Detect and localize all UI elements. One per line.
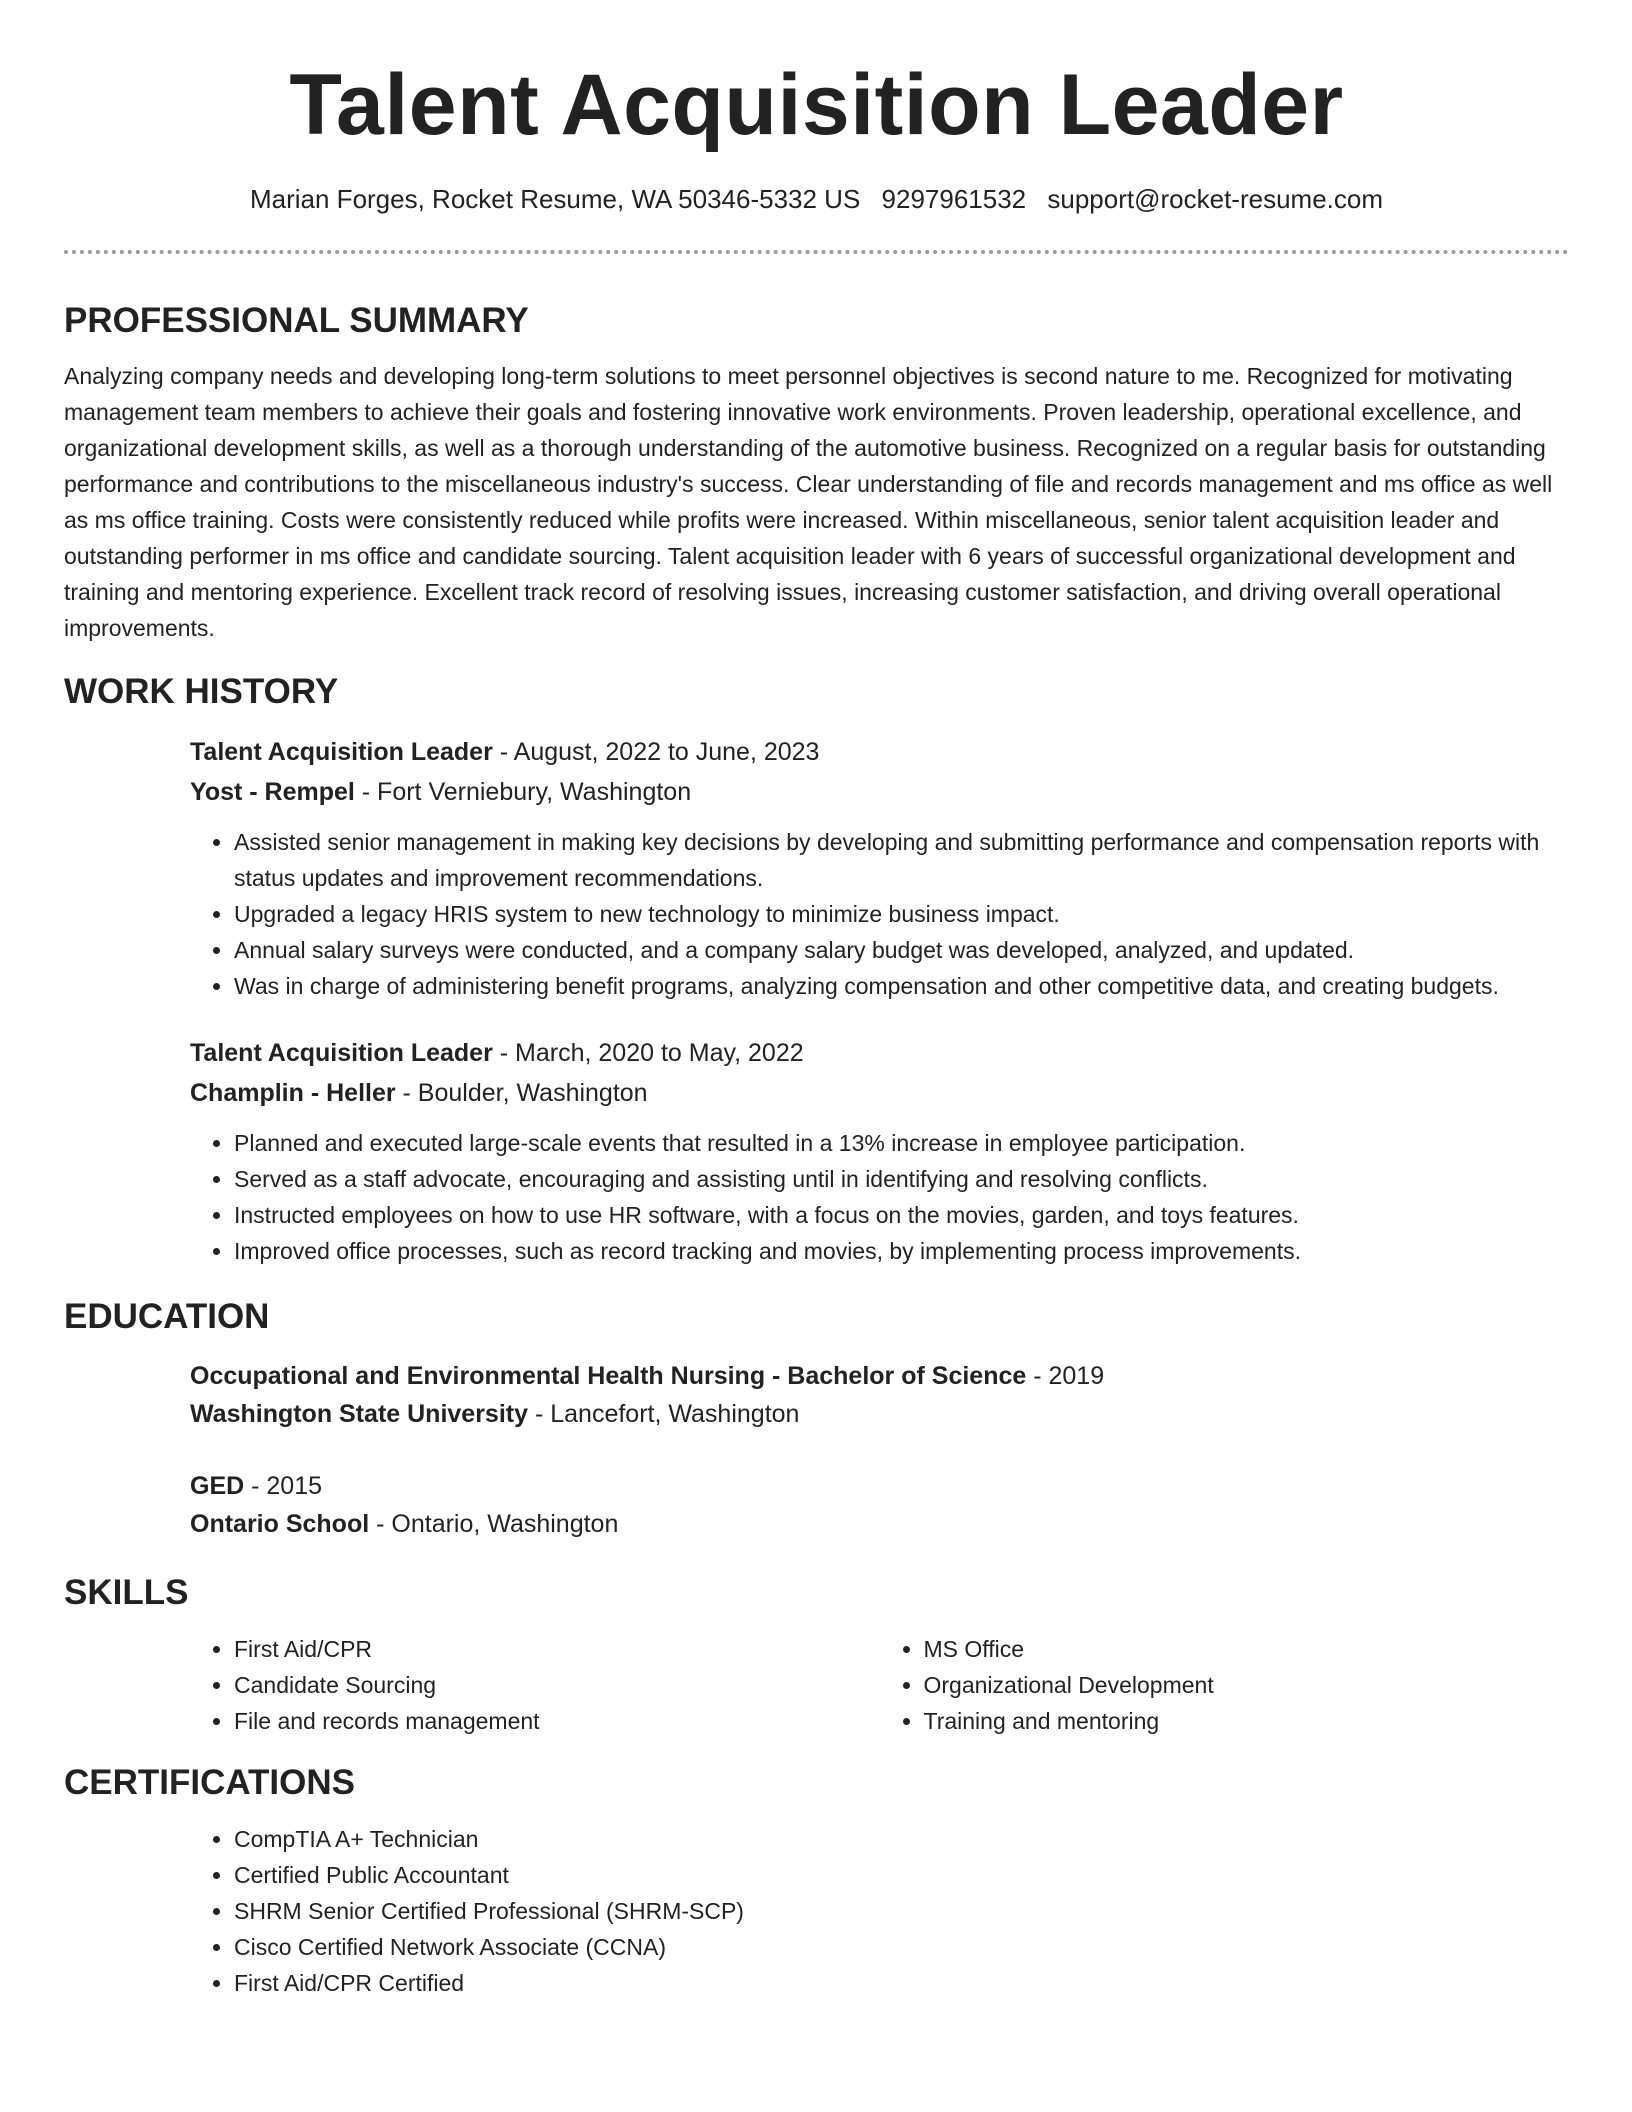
list-item: • MS Office [924, 1631, 1570, 1667]
skills-list-right [880, 1631, 1570, 1739]
contact-address: Marian Forges, Rocket Resume, WA 50346-5332 US [249, 184, 861, 214]
education-school: Washington State University [190, 1400, 529, 1428]
list-item: • Cisco Certified Network Associate (CCNA) [234, 1929, 1569, 1965]
job-location: - Fort Verniebury, Washington [354, 778, 692, 806]
job-company-line [190, 772, 1569, 812]
list-item: • Certified Public Accountant [234, 1857, 1569, 1893]
education-location: - Lancefort, Washington [528, 1400, 800, 1428]
certifications-block [190, 1821, 1569, 2001]
skills-list-left [190, 1631, 880, 1739]
job-title: Talent Acquisition Leader [190, 738, 493, 766]
list-item: • SHRM Senior Certified Professional (SHRM-SCP) [234, 1893, 1569, 1929]
job-bullets [190, 1125, 1569, 1269]
contact-email: support@rocket-resume.com [1047, 184, 1384, 214]
list-item: • First Aid/CPR Certified [234, 1965, 1569, 2001]
education-school-line [190, 1505, 1569, 1543]
list-item: • File and records management [234, 1703, 880, 1739]
education-entry-2 [190, 1467, 1569, 1543]
education-location: - Ontario, Washington [369, 1510, 619, 1538]
list-item: • Was in charge of administering benefit programs, analyzing compensation and other competitive data, and creating budgets. [234, 968, 1569, 1004]
list-item: • Assisted senior management in making key decisions by developing and submitting performance and compensation reports with status updates and improvement recommendations. [234, 824, 1569, 896]
education-degree-line [190, 1357, 1569, 1395]
education-year: - 2019 [1026, 1362, 1105, 1390]
list-item: • Improved office processes, such as record tracking and movies, by implementing process improvements. [234, 1233, 1569, 1269]
education-degree-line [190, 1467, 1569, 1505]
resume-page [64, 0, 1569, 2001]
list-item: • First Aid/CPR [234, 1631, 880, 1667]
job-dates: - March, 2020 to May, 2022 [492, 1039, 804, 1067]
list-item: • Candidate Sourcing [234, 1667, 880, 1703]
job-title: Talent Acquisition Leader [190, 1039, 493, 1067]
summary-heading: PROFESSIONAL SUMMARY [64, 301, 529, 340]
list-item: • Annual salary surveys were conducted, and a company salary budget was developed, analyzed, and updated. [234, 932, 1569, 968]
education-degree: Occupational and Environmental Health Nursing - Bachelor of Science [190, 1362, 1027, 1390]
work-history-heading: WORK HISTORY [64, 672, 339, 711]
education-heading: EDUCATION [64, 1297, 270, 1336]
list-item: • Instructed employees on how to use HR software, with a focus on the movies, garden, and toys features. [234, 1197, 1569, 1233]
education-school: Ontario School [190, 1510, 370, 1538]
job-entry-2 [190, 1033, 1569, 1269]
certifications-list [190, 1821, 1569, 2001]
list-item: • Upgraded a legacy HRIS system to new technology to minimize business impact. [234, 896, 1569, 932]
header-divider [64, 250, 1569, 254]
job-company: Yost - Rempel [190, 778, 355, 806]
list-item: • Organizational Development [924, 1667, 1570, 1703]
education-entry-1 [190, 1357, 1569, 1433]
contact-line [64, 182, 1569, 216]
contact-phone: 9297961532 [881, 184, 1027, 214]
education-degree: GED [190, 1472, 245, 1500]
job-location: - Boulder, Washington [395, 1079, 648, 1107]
education-school-line [190, 1395, 1569, 1433]
list-item: • Served as a staff advocate, encouraging and assisting until in identifying and resolving conflicts. [234, 1161, 1569, 1197]
list-item: • Training and mentoring [924, 1703, 1570, 1739]
resume-header [64, 0, 1569, 216]
list-item: • Planned and executed large-scale events that resulted in a 13% increase in employee participation. [234, 1125, 1569, 1161]
job-bullets [190, 824, 1569, 1004]
job-dates: - August, 2022 to June, 2023 [492, 738, 820, 766]
resume-title: Talent Acquisition Leader [289, 57, 1344, 153]
summary-text: Analyzing company needs and developing long-term solutions to meet personnel objectives is second nature to me. Recognized for motivating management team members to achieve their goals and fostering innovative work environments. Proven leadership, operational excellence, and organizational development skills, as well as a thorough understanding of the automotive business. Recognized on a regular basis for outstanding performance and contributions to the miscellaneous industry's success. Clear understanding of file and records management and ms office as well as ms office training. Costs were consistently reduced while profits were increased. Within miscellaneous, senior talent acquisition leader and outstanding performer in ms office and candidate sourcing. Talent acquisition leader with 6 years of successful organizational development and training and mentoring experience. Excellent track record of resolving issues, increasing customer satisfaction, and driving overall operational improvements. [64, 363, 1553, 641]
job-title-line [190, 1033, 1569, 1073]
job-company-line [190, 1073, 1569, 1113]
list-item: • CompTIA A+ Technician [234, 1821, 1569, 1857]
job-company: Champlin - Heller [190, 1079, 396, 1107]
job-title-line [190, 732, 1569, 772]
skills-heading: SKILLS [64, 1573, 189, 1612]
job-entry-1 [190, 732, 1569, 1004]
certifications-heading: CERTIFICATIONS [64, 1763, 356, 1802]
skills-columns [190, 1631, 1569, 1739]
education-year: - 2015 [244, 1472, 323, 1500]
